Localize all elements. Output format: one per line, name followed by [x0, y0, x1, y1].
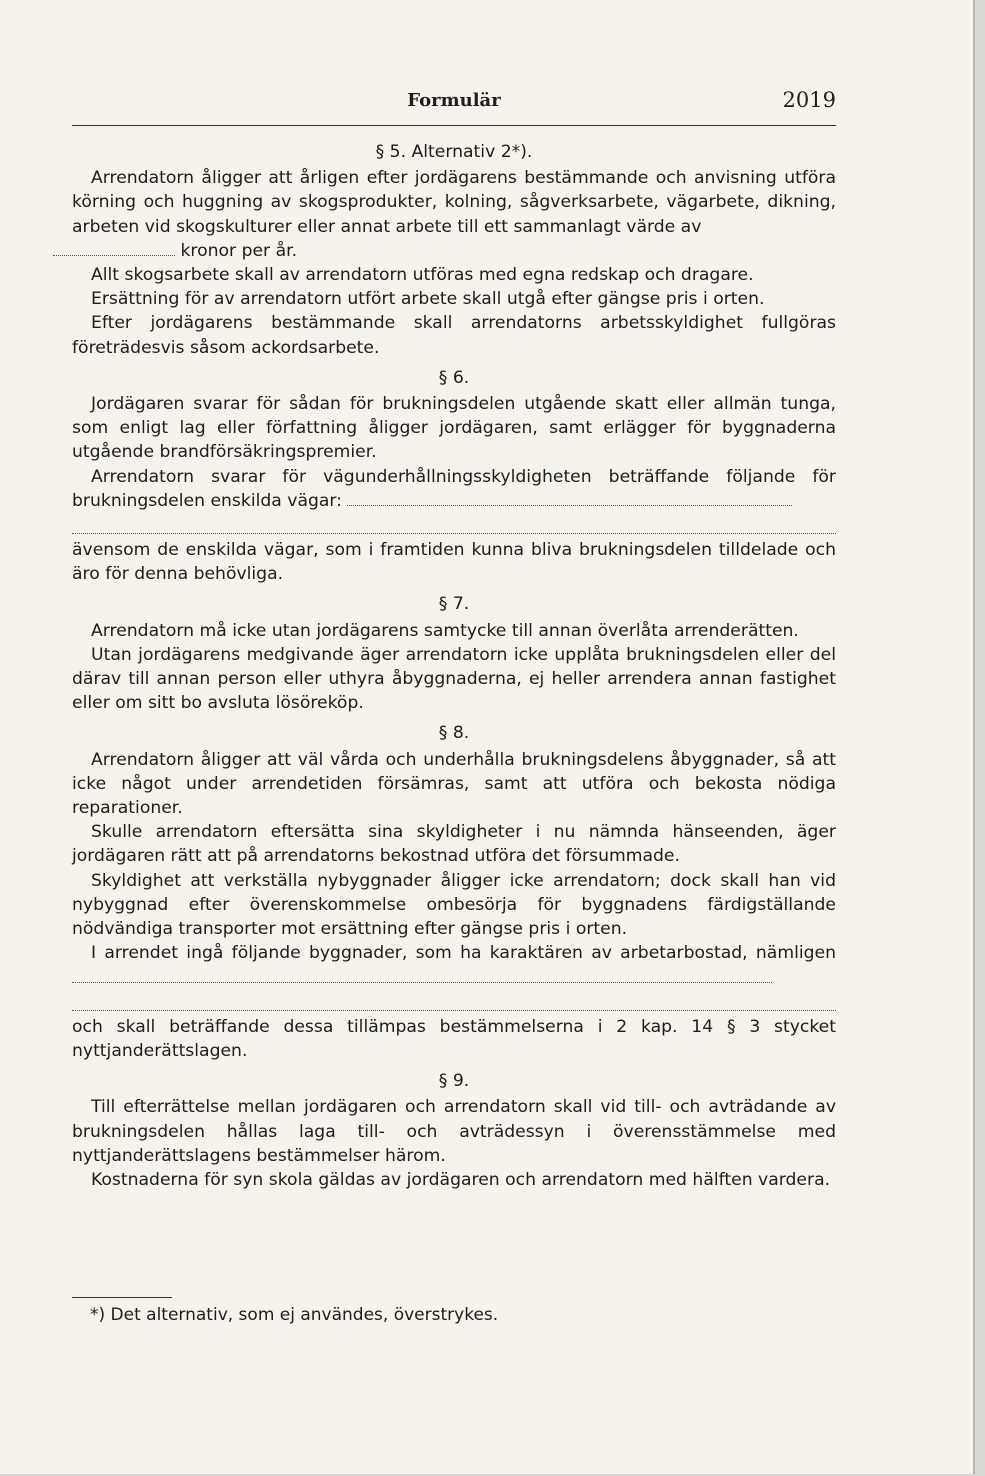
section-5-heading: § 5. Alternativ 2*).	[375, 142, 533, 162]
section-8-paragraph-2: Skulle arrendatorn eftersätta sina skyldigheter i nu nämnda hänseenden, äger jordägaren rätt att på arrendatorns bekostnad utföra det försummade.	[72, 822, 836, 867]
section-5-paragraph-1-text: Arrendatorn åligger att årligen efter jordägarens bestämmande och anvisning utföra körning och huggning av skogsprodukter, kolning, sågverksarbete, vägarbete, dikning, arbeten vid skogskulturer eller annat arbete till ett sammanlagt värde av	[72, 168, 836, 237]
section-5-paragraph-2: Allt skogsarbete skall av arrendatorn utföras med egna redskap och dragare.	[91, 265, 754, 286]
section-7-paragraph-2: Utan jordägarens medgivande äger arrendatorn icke upplåta brukningsdelen eller del därav till annan person eller uthyra åbyggnaderna, ej heller arrendera annan fastighet eller om sitt bo avsluta lösöreköp.	[72, 644, 836, 714]
section-9-heading: § 9.	[438, 1071, 470, 1092]
page-title: Formulär	[407, 90, 501, 111]
section-6-paragraph-1: Jordägaren svarar för sådan för brukningsdelen utgående skatt eller allmän tunga, som enligt lag eller författning åligger jordägaren, samt erlägger för byggnaderna utgående brandförsäkringspremier.	[72, 394, 836, 463]
section-6-heading: § 6.	[438, 367, 470, 388]
section-8-paragraph-4	[72, 941, 836, 989]
section-8-paragraph-3: Skyldighet att verkställa nybyggnader åligger icke arrendatorn; dock skall han vid nybyggnad efter överenskommelse ombesörja för byggnadens färdigställande nödvändiga transporter mot ersättning efter gängse pris i orten.	[72, 870, 836, 940]
section-6-paragraph-2	[72, 465, 836, 513]
section-6-paragraph-2-text: Arrendatorn svarar för vägunderhållningsskyldigheten beträffande följande för brukningsdelen enskilda vägar:	[72, 466, 836, 511]
section-8-paragraph-5: och skall beträffande dessa tillämpas bestämmelserna i 2 kap. 14 § 3 stycket nyttjanderättslagen.	[72, 1016, 836, 1061]
blank-roads-field[interactable]	[347, 491, 792, 506]
document-body	[72, 140, 836, 1192]
section-9-paragraph-2: Kostnaderna för syn skola gäldas av jordägaren och arrendatorn med hälften vardera.	[91, 1169, 831, 1190]
section-5-paragraph-4: Efter jordägarens bestämmande skall arrendatorns arbetsskyldighet fullgöras företrädesvis såsom ackordsarbete.	[72, 313, 836, 358]
section-7-heading: § 7.	[438, 594, 470, 615]
section-6-paragraph-3: ävensom de enskilda vägar, som i framtiden kunna bliva brukningsdelen tilldelade och äro för denna behövliga.	[72, 540, 836, 585]
section-7-paragraph-1: Arrendatorn må icke utan jordägarens samtycke till annan överlåta arrenderätten.	[91, 620, 799, 641]
section-9-paragraph-1: Till efterrättelse mellan jordägaren och arrendatorn skall vid till- och avträdande av brukningsdelen hållas laga till- och avträdessyn i överensstämmelse med nyttjanderättslagens bestämmelser härom.	[72, 1097, 836, 1166]
section-8-paragraph-4-text: I arrendet ingå följande byggnader, som ha karaktären av arbetarbostad, nämligen	[91, 943, 836, 964]
section-8-heading: § 8.	[438, 723, 470, 744]
blank-buildings-line[interactable]	[72, 990, 836, 1011]
page-number: 2019	[782, 88, 836, 112]
page-header	[72, 88, 836, 118]
footnote-rule	[72, 1297, 172, 1298]
blank-buildings-field[interactable]	[72, 968, 772, 983]
footnote: *) Det alternativ, som ej användes, överstrykes.	[90, 1305, 499, 1325]
section-8-paragraph-1: Arrendatorn åligger att väl vårda och underhålla brukningsdelens åbyggnader, så att icke något under arrendetiden försämras, samt att utföra och bekosta nödiga reparationer.	[72, 749, 836, 819]
section-5-paragraph-1	[72, 166, 836, 263]
header-rule	[72, 125, 836, 126]
section-5-paragraph-1-end: kronor per år.	[180, 240, 298, 261]
blank-roads-line[interactable]	[72, 513, 836, 534]
blank-value-field[interactable]	[53, 241, 175, 256]
section-5-paragraph-3: Ersättning för av arrendatorn utfört arbete skall utgå efter gängse pris i orten.	[91, 289, 765, 310]
